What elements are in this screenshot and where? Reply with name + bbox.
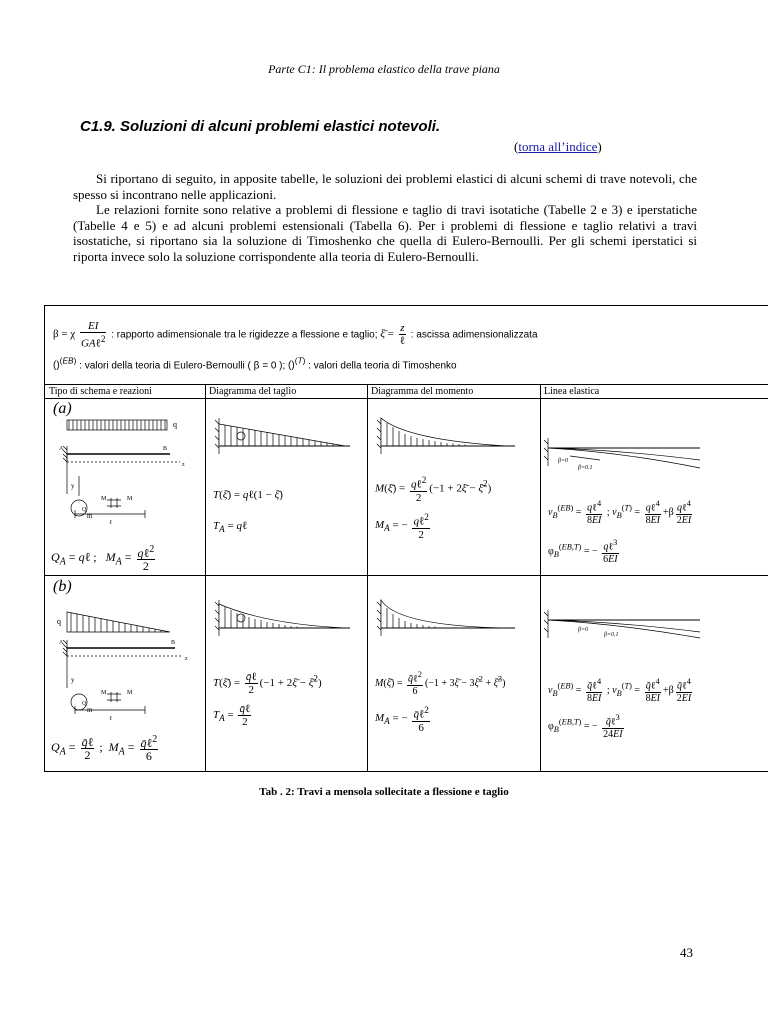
back-open-paren: (: [514, 139, 519, 154]
svg-text:z: z: [182, 462, 185, 468]
running-head: Parte C1: Il problema elastico della trave piana: [268, 62, 500, 76]
back-to-index: [514, 139, 602, 155]
theory-definition: ()$^{(EB)}$ : valori della teoria di Eulero-Bernoulli ( β = 0 ); ()$^{(T)}$ : valori della teoria di Timoshenko: [53, 356, 457, 372]
svg-text:Q: Q: [82, 701, 87, 707]
case-label: (a): [53, 400, 72, 417]
svg-text:q: q: [57, 617, 61, 626]
shear-at-support: $T_A$ = $\frac{\text{q̄ℓ}}{2}$: [213, 703, 251, 728]
column-header: Tipo di schema e reazioni: [45, 385, 205, 399]
elastic-line-b: [540, 606, 768, 648]
case-label: (b): [53, 578, 72, 595]
scheme-diagram-a: [45, 414, 205, 540]
shear-at-support: $T_A$ = qℓ: [213, 520, 248, 535]
column-header: Diagramma del taglio: [205, 385, 367, 399]
table-header-definitions: [45, 306, 768, 385]
svg-text:m: m: [87, 512, 93, 520]
column-header: Linea elastica: [540, 385, 768, 399]
rotation-formula: $\varphi_B^{(EB,T)}$ = − $\frac{q̄\ell^3}{24EI}$: [548, 713, 623, 741]
scheme-diagram-b: [45, 604, 205, 732]
svg-text:y: y: [71, 482, 75, 490]
back-to-index-link[interactable]: torna all’indice: [518, 139, 598, 154]
moment-diagram-a: [367, 414, 540, 464]
shear-formula: T(ξ̄) = $\frac{\text{q̄ℓ}}{2}$ (−1 + 2ξ̄ − ξ̄$^2$): [213, 671, 322, 696]
paragraph: Le relazioni fornite sono relative a problemi di flessione e taglio di travi isotatiche (Tabelle 2 e 3) e iperstatiche (Tabelle 4 e 5) e ad alcuni problemi estensionali (Tabella 6). Per i problemi di flessione e taglio relativi a travi isostatiche, si riportano sia la soluzione di Timoshenko che quella di Eulero-Bernoulli. Per gli schemi iperstatici si riporta invece solo la soluzione corrispondente alla teoria di Eulero-Bernoulli.: [73, 202, 697, 264]
table-caption: Tab . 2: Travi a mensola sollecitate a flessione e taglio: [259, 786, 509, 798]
svg-text:m: m: [87, 706, 93, 714]
elastic-line-a: [540, 434, 768, 476]
reaction-formula: $Q_A$ = $\frac{\text{q̄ℓ}}{2}$ ; $M_A$ = $\frac{q̄\ell^2}{6}$: [51, 734, 158, 763]
svg-text:M: M: [127, 496, 133, 502]
page-number: 43: [680, 945, 693, 960]
svg-text:M: M: [101, 496, 107, 502]
svg-text:q: q: [173, 420, 177, 429]
beta-label: β=0.1: [578, 465, 593, 471]
svg-text:y: y: [71, 676, 75, 684]
beta-label: β=0: [578, 627, 589, 633]
svg-text:A: A: [59, 640, 64, 646]
solutions-table: [44, 305, 768, 772]
svg-text:B: B: [163, 446, 168, 452]
svg-text:M: M: [101, 690, 107, 696]
svg-text:ℓ: ℓ: [109, 716, 112, 722]
beta-label: β=0.1: [604, 632, 619, 638]
rotation-formula: $\varphi_B^{(EB,T)}$ = − $\frac{q\ell^3}{6EI}$: [548, 538, 618, 566]
beta-definition: β = χ $\frac{EI}{GA\ell^2}$ : rapporto adimensionale tra le rigidezze a flessione e taglio; ξ̄ = $\frac{z}{\text{ℓ}}$ : ascissa adimensionalizzata: [53, 320, 538, 350]
svg-text:B: B: [171, 640, 176, 646]
shear-diagram-a: [205, 414, 367, 464]
moment-formula: M(ξ̄) = $\frac{q̄\ell^2}{6}$ (−1 + 3ξ̄ − 3ξ̄$^2$ + ξ̄$^3$): [375, 670, 506, 698]
shear-formula: T(ξ̄) = qℓ(1 − ξ̄): [213, 489, 283, 501]
svg-text:z: z: [185, 656, 188, 662]
svg-text:Q: Q: [82, 507, 87, 513]
body-text: [73, 171, 697, 264]
reaction-formula: $Q_A$ = qℓ ; $M_A$ = $\frac{q\ell^2}{2}$: [51, 544, 155, 573]
column-header: Diagramma del momento: [367, 385, 540, 399]
svg-text:M: M: [127, 690, 133, 696]
section-title: C1.9. Soluzioni di alcuni problemi elastici notevoli.: [80, 118, 441, 135]
svg-text:ℓ: ℓ: [109, 520, 112, 526]
row-divider: [45, 575, 768, 576]
deflection-formula: $v_B^{(EB)}$ = $\frac{q̄\ell^4}{8EI}$ ; $v_B^{(T)}$ = $\frac{q̄\ell^4}{8EI}$ +β $\frac{q̄\ell^4}{2EI}$: [548, 677, 692, 705]
moment-at-support: $M_A$ = − $\frac{q̄\ell^2}{6}$: [375, 705, 429, 734]
beta-label: β=0: [558, 458, 569, 464]
deflection-formula: $v_B^{(EB)}$ = $\frac{q\ell^4}{8EI}$ ; $v_B^{(T)}$ = $\frac{q\ell^4}{8EI}$ +β $\frac{q\ell^4}{2EI}$: [548, 499, 692, 527]
moment-at-support: $M_A$ = − $\frac{q\ell^2}{2}$: [375, 512, 429, 541]
moment-diagram-b: [367, 596, 540, 646]
moment-formula: M(ξ̄) = $\frac{q\ell^2}{2}$ (−1 + 2ξ̄ − ξ̄$^2$): [375, 475, 492, 504]
paragraph: Si riportano di seguito, in apposite tabelle, le soluzioni dei problemi elastici di alcuni schemi di trave notevoli, che spesso si incontrano nelle applicazioni.: [73, 171, 697, 202]
svg-text:A: A: [59, 446, 64, 452]
back-close-paren: ): [597, 139, 602, 154]
shear-diagram-b: [205, 596, 367, 646]
